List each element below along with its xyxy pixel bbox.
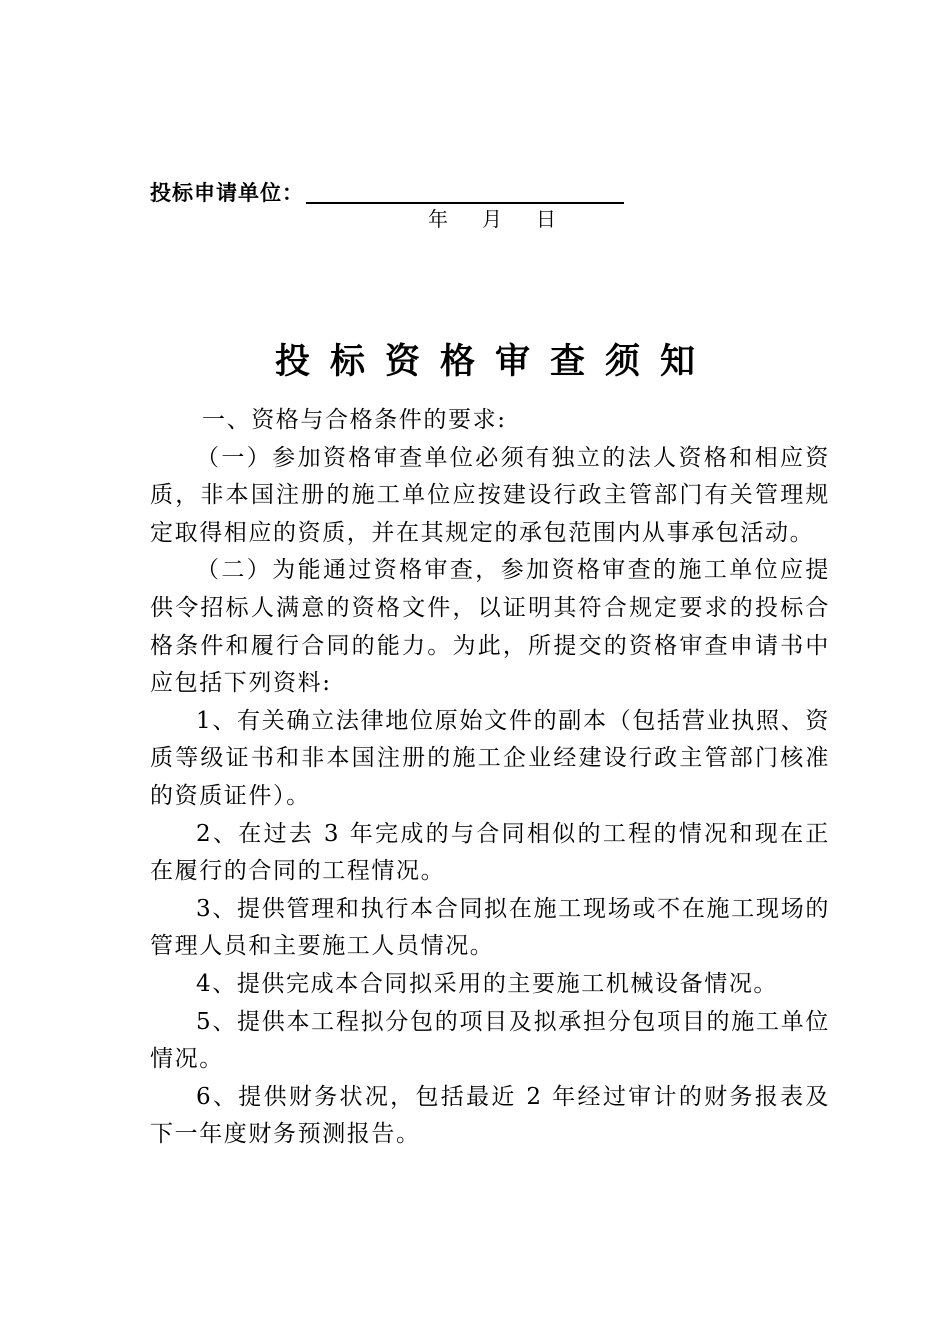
list-item: 4、提供完成本合同拟采用的主要施工机械设备情况。 <box>196 970 779 997</box>
applicant-row <box>150 172 624 208</box>
list-item: 3、提供管理和执行本合同拟在施工现场或不在施工现场的管理人员和主要施工人员情况。 <box>150 895 830 960</box>
section-heading: 一、资格与合格条件的要求: <box>202 407 507 433</box>
applicant-blank-line <box>306 176 624 204</box>
document-title: 投标资格审查须知 <box>274 342 715 382</box>
document-body <box>150 402 830 1154</box>
paragraph: （二）为能通过资格审查，参加资格审查的施工单位应提供令招标人满意的资格文件，以证明其符合规定要求的投标合格条件和履行合同的能力。为此，所提交的资格审查申请书中应包括下列资料: <box>150 557 830 697</box>
list-item: 2、在过去 3 年完成的与合同相似的工程的情况和现在正在履行的合同的工程情况。 <box>150 820 830 885</box>
applicant-label: 投标申请单位： <box>150 181 304 205</box>
date-month-label: 月 <box>482 207 502 231</box>
paragraph: （一）参加资格审查单位必须有独立的法人资格和相应资质，非本国注册的施工单位应按建设行政主管部门有关管理规定取得相应的资质，并在其规定的承包范围内从事承包活动。 <box>150 444 830 546</box>
list-item: 1、有关确立法律地位原始文件的副本（包括营业执照、资质等级证书和非本国注册的施工企业经建设行政主管部门核准的资质证件）。 <box>150 707 830 809</box>
date-row <box>428 204 556 234</box>
list-item: 6、提供财务状况，包括最近 2 年经过审计的财务报表及下一年度财务预测报告。 <box>150 1083 830 1148</box>
date-year-label: 年 <box>428 207 448 231</box>
list-item: 5、提供本工程拟分包的项目及拟承担分包项目的施工单位情况。 <box>150 1008 830 1073</box>
date-day-label: 日 <box>536 207 556 231</box>
